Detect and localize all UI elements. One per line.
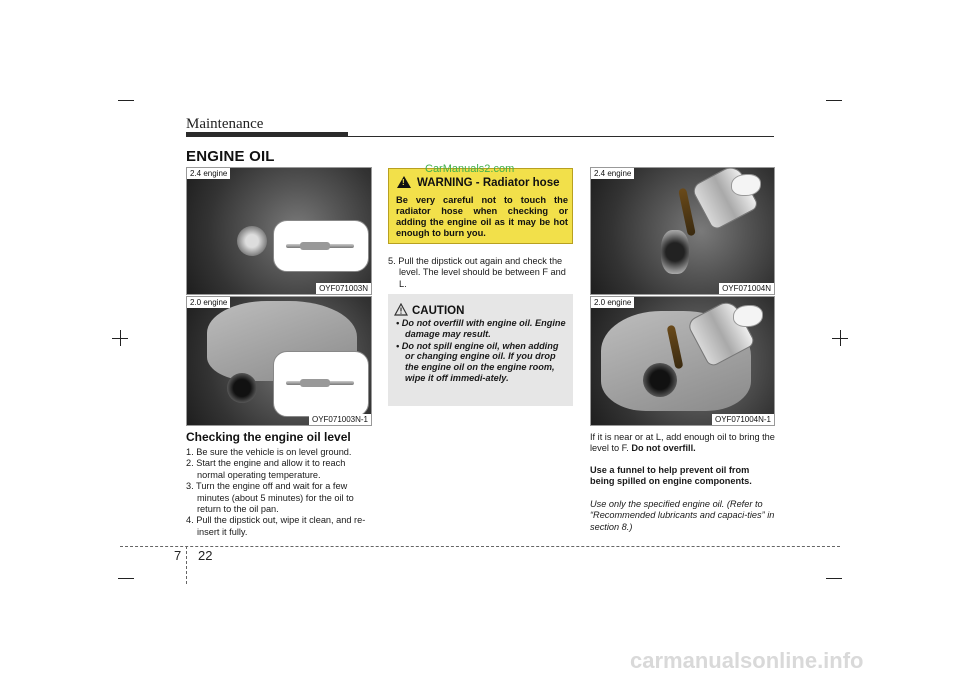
header-rule [186,136,774,137]
figure-code: OYF071004N-1 [712,414,774,425]
figure-code: OYF071003N [316,283,371,294]
page-title: ENGINE OIL [186,148,275,165]
engine-image-2-0-funnel [590,296,775,426]
warning-box [388,168,573,244]
specified-oil-paragraph: Use only the specified engine oil. (Refer to “Recommended lubricants and capaci-ties” in section 8.) [590,499,775,532]
step-item: 4. Pull the dipstick out, wipe it clean, and re-insert it fully. [186,515,366,537]
caution-list [396,318,568,385]
figure-code: OYF071003N-1 [309,414,371,425]
add-oil-paragraph [590,432,775,455]
engine-tag: 2.4 engine [591,168,634,179]
crop-mark [118,100,134,101]
engine-image-2-4-funnel [590,167,775,295]
overfill-note: Do not overfill. [631,443,696,454]
engine-image-2-0-dipstick [186,296,372,426]
warning-label: WARNING - [417,177,480,189]
footer-separator [186,546,187,584]
warning-title [417,177,560,189]
dipstick-callout [273,351,369,417]
dipstick [286,381,354,385]
dipstick-handle [227,373,257,403]
step-item: 5. Pull the dipstick out again and check the level. The level should be between F and L. [388,256,566,289]
checking-heading: Checking the engine oil level [186,430,351,444]
caution-title: CAUTION [412,305,465,317]
registration-mark [840,330,841,346]
engine-tag: 2.4 engine [187,168,230,179]
oil-filler-cap [661,230,689,274]
warning-icon [397,176,411,188]
checking-steps [186,447,374,538]
hand [731,174,761,196]
header-section-title: Maintenance [186,116,264,132]
chapter-number: 7 [174,548,182,563]
caution-box [388,294,573,406]
step-5 [388,256,573,290]
dipstick-callout [273,220,369,272]
engine-tag: 2.0 engine [591,297,634,308]
watermark: CarManuals2.com [425,163,515,175]
caution-item: • Do not overfill with engine oil. Engine damage may result. [396,318,566,339]
crop-mark [118,578,134,579]
add-oil-text: If it is near or at L, add enough oil to bring the level to F. [590,432,775,454]
caution-item: • Do not spill engine oil, when adding or changing engine oil. If you drop the engine oil on the engine room, wipe it off immedi-ately. [396,340,559,383]
funnel-paragraph: Use a funnel to help prevent oil from being spilled on engine components. [590,465,752,487]
registration-mark [120,330,121,346]
oil-filler-cap [643,363,677,397]
engine-image-2-4-dipstick [186,167,372,295]
dipstick-handle [237,226,267,256]
step-item: 2. Start the engine and allow it to reach normal operating temperature. [186,458,346,480]
figure-code: OYF071004N [719,283,774,294]
crop-mark [826,100,842,101]
warning-body: Be very careful not to touch the radiator hose when checking or adding the engine oil as it may be hot enough to burn you. [396,195,568,238]
caution-icon [394,303,408,316]
site-watermark: carmanualsonline.info [630,648,864,673]
footer-rule [120,546,840,547]
crop-mark [826,578,842,579]
engine-tag: 2.0 engine [187,297,230,308]
step-item: 3. Turn the engine off and wait for a few minutes (about 5 minutes) for the oil to return to the oil pan. [186,481,354,515]
step-item: 1. Be sure the vehicle is on level ground. [186,447,352,457]
page-number: 22 [198,548,213,563]
hand [733,305,763,327]
warning-subtitle: Radiator hose [482,177,560,189]
dipstick [286,244,354,248]
